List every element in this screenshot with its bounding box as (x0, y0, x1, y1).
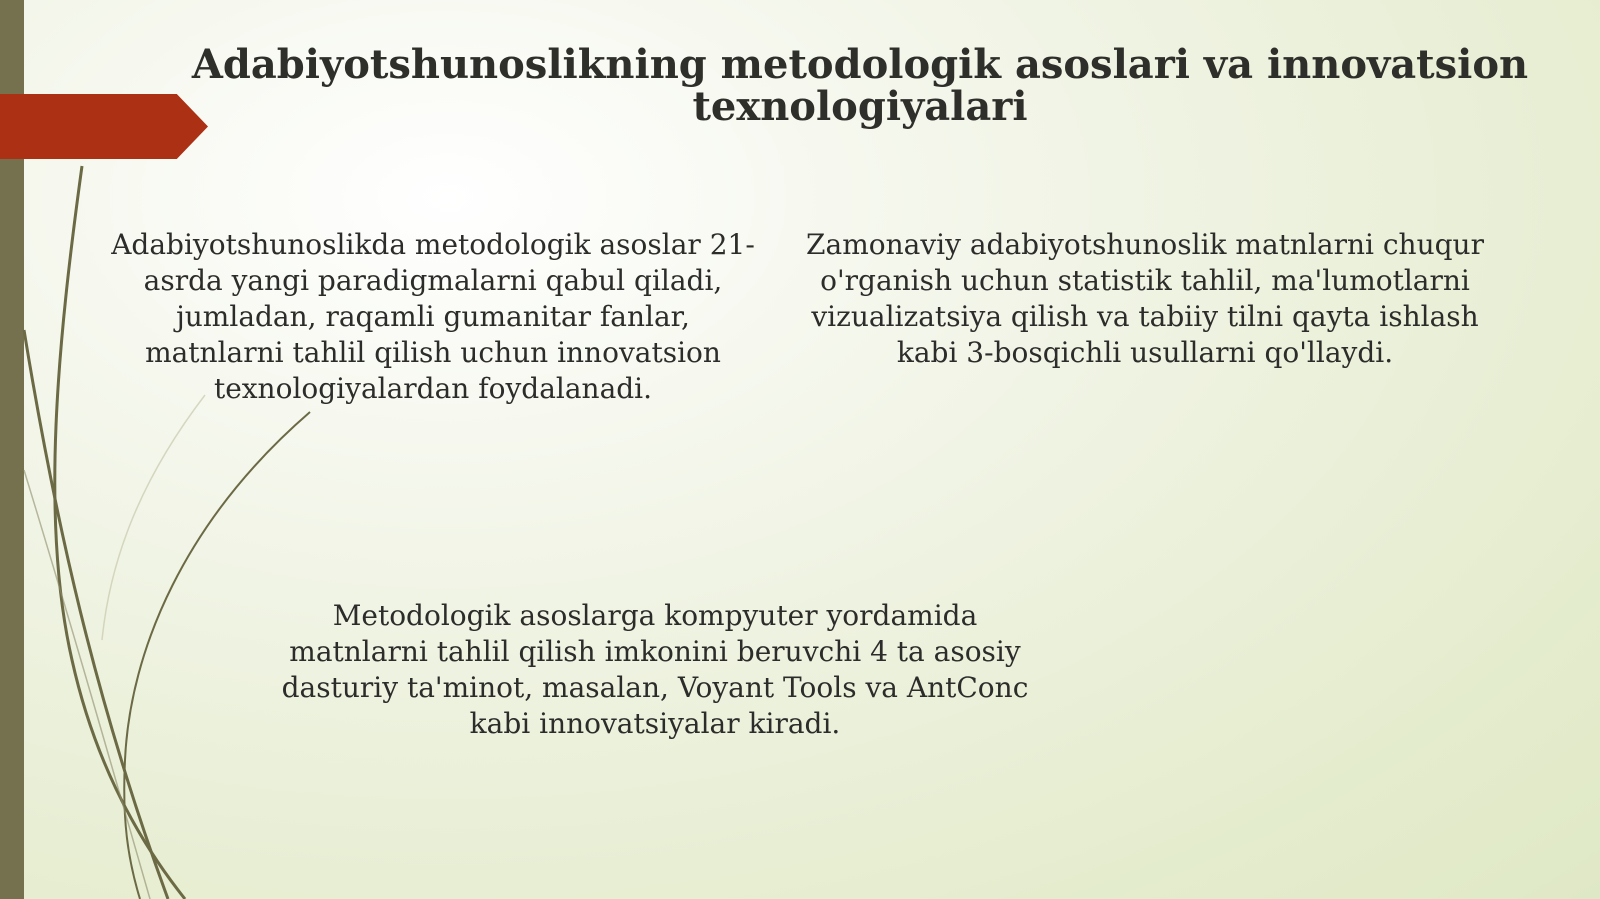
text-block-bottom: Metodologik asoslarga kompyuter yordamida matnlarni tahlil qilish imkonini beruvchi 4 ta asosiy dasturiy ta'minot, masalan, Voyant Tools va AntConc kabi innovatsiyalar kiradi. (281, 599, 1029, 740)
curve-5 (102, 395, 205, 640)
title-arrow-accent (0, 94, 208, 159)
text-block-right: Zamonaviy adabiyotshunoslik matnlarni chuqur o'rganish uchun statistik tahlil, ma'lumotlarni vizualizatsiya qilish va tabiiy tilni qayta ishlash kabi 3-bosqichli usullarni qo'llaydi. (806, 228, 1484, 369)
slide-title: Adabiyotshunoslikning metodologik asoslari va innovatsion texnologiyalari (191, 41, 1529, 130)
text-block-left: Adabiyotshunoslikda metodologik asoslar 21-asrda yangi paradigmalarni qabul qiladi, jumladan, raqamli gumanitar fanlar, matnlarni tahlil qilish uchun innovatsion texnologiyalardan foydalanadi. (111, 228, 755, 405)
curve-2 (24, 330, 168, 899)
curve-4 (24, 470, 150, 899)
